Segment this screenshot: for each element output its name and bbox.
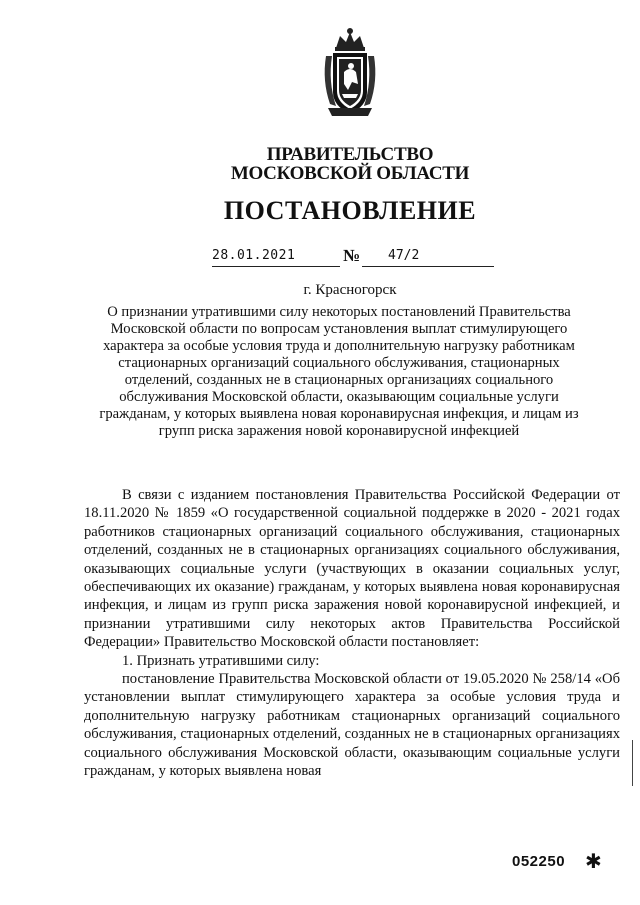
coat-of-arms-icon (316, 26, 384, 122)
item-1-paragraph: постановление Правительства Московской области от 19.05.2020 № 258/14 «Об установлении выплат стимулирующего характера за особые условия труда и дополнительную нагрузку работникам стационарных организаций социального обслуживания, стационарных отделений, созданных не в стационарных организациях социального обслуживания Московской области, оказывающим социальные услуги гражданам, у которых выявлена новая (84, 671, 620, 780)
serial-number: 052250 (512, 853, 566, 870)
document-body (84, 486, 620, 781)
organization-name-line2: МОСКОВСКОЙ ОБЛАСТИ (230, 163, 470, 184)
date-underline (212, 266, 340, 267)
item-1-heading: 1. Признать утратившими силу: (122, 652, 320, 669)
document-subject: О признании утратившими силу некоторых постановлений Правительства Московской области по вопросам установления выплат стимулирующего характера за особые условия труда и дополнительную нагрузку работникам стационарных организаций социального обслуживания, стационарных отделений, созданных не в стационарных организациях социального обслуживания Московской области, оказывающим социальные услуги гражданам, у которых выявлена новая коронавирусная инфекция, и лицам из групп риска заражения новой коронавирусной инфекцией (99, 304, 579, 439)
document-type-title: ПОСТАНОВЛЕНИЕ (223, 196, 477, 225)
scan-edge-mark (632, 740, 633, 786)
preamble-paragraph: В связи с изданием постановления Правительства Российской Федерации от 18.11.2020 № 1859 «О государственной социальной поддержке в 2020 - 2021 годах работников стационарных организаций социального обслуживания, стационарных отделений, созданных не в стационарных организациях социального обслуживания, оказывающих социальные услуги (участвующих в оказании социальных услуг, обеспечивающих их оказание) гражданам, у которых выявлена новая коронавирусная инфекция, и лицам из групп риска заражения новой коронавирусной инфекцией, и признании утратившими силу некоторых актов Правительства Российской Федерации» Правительство Московской области постановляет: (84, 487, 620, 651)
organization-name-line1: ПРАВИТЕЛЬСТВО (266, 144, 434, 165)
city: г. Красногорск (303, 282, 397, 298)
serial-mark: ✱ (585, 849, 602, 873)
number-underline (362, 266, 494, 267)
document-date: 28.01.2021 (212, 248, 296, 263)
document-number: 47/2 (388, 248, 420, 263)
number-sign: № (343, 246, 361, 265)
date-number-line (0, 246, 640, 270)
